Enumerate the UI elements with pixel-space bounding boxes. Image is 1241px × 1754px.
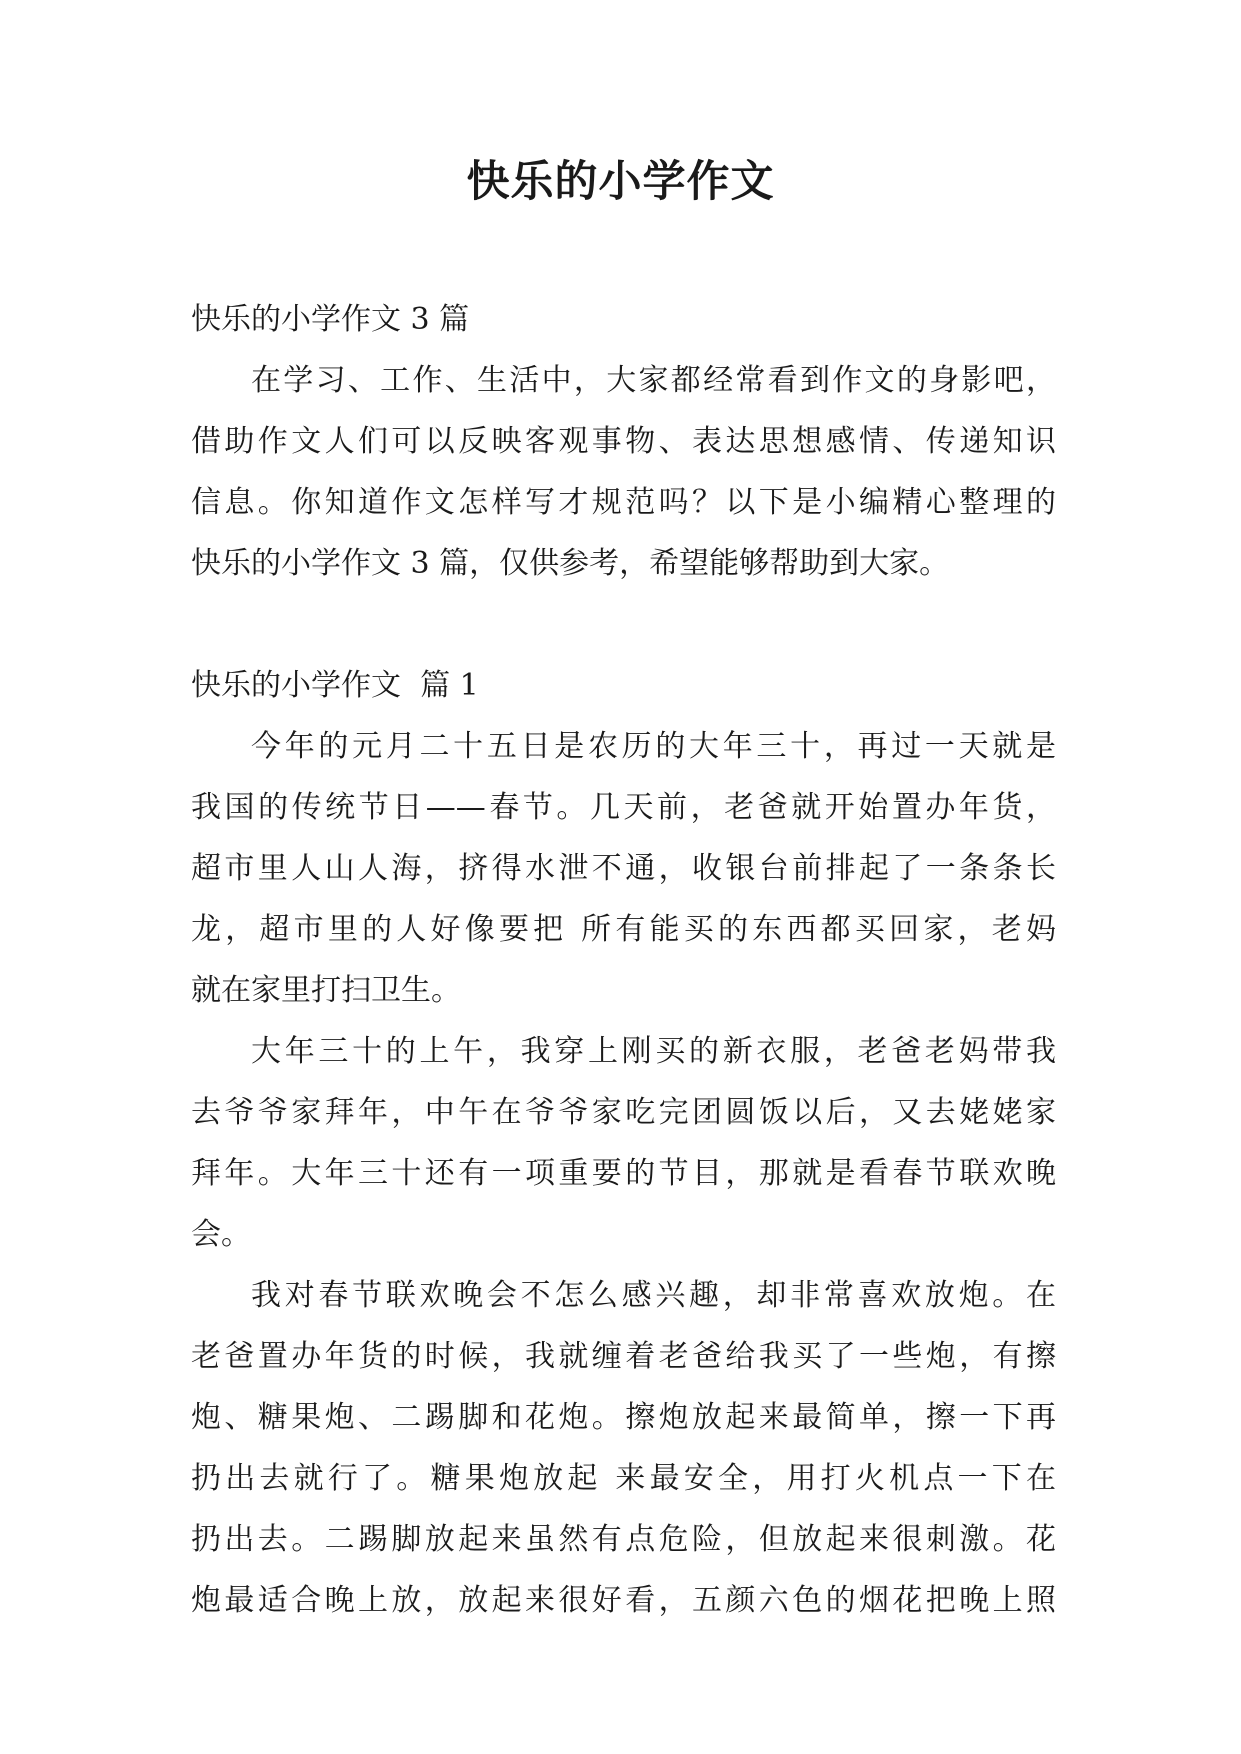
paragraph-line: 我对春节联欢晚会不怎么感兴趣，却非常喜欢放炮。在: [251, 1278, 1056, 1313]
paragraph-line: 快乐的小学作文 3 篇，仅供参考，希望能够帮助到大家。: [191, 546, 950, 581]
section-gap: [191, 594, 1056, 655]
document-body: [191, 289, 1056, 1631]
paragraph-line: 今年的元月二十五日是农历的大年三十，再过一天就是: [251, 729, 1056, 764]
paragraph-line: 炮、糖果炮、二踢脚和花炮。擦炮放起来最简单，擦一下再: [191, 1400, 1056, 1435]
section-heading: 快乐的小学作文 篇 1: [191, 668, 479, 703]
body-paragraph-2: [191, 1021, 1056, 1265]
paragraph-line: 会。: [191, 1217, 251, 1252]
paragraph-line: 龙，超市里的人好像要把 所有能买的东西都买回家，老妈: [191, 912, 1056, 947]
paragraph-line: 信息。你知道作文怎样写才规范吗？以下是小编精心整理的: [191, 485, 1056, 520]
intro-heading: 快乐的小学作文 3 篇: [191, 302, 470, 337]
paragraph-line: 拜年。大年三十还有一项重要的节目，那就是看春节联欢晚: [191, 1156, 1056, 1191]
paragraph-line: 扔出去就行了。糖果炮放起 来最安全，用打火机点一下在: [191, 1461, 1056, 1496]
document-title: 快乐的小学作文: [466, 157, 775, 207]
paragraph-line: 超市里人山人海，挤得水泄不通，收银台前排起了一条条长: [191, 851, 1056, 886]
paragraph-line: 炮最适合晚上放，放起来很好看，五颜六色的烟花把晚上照: [191, 1583, 1056, 1618]
intro-paragraph: [191, 350, 1056, 594]
paragraph-line: 借助作文人们可以反映客观事物、表达思想感情、传递知识: [191, 424, 1056, 459]
paragraph-line: 我国的传统节日——春节。几天前，老爸就开始置办年货，: [191, 790, 1056, 825]
paragraph-line: 扔出去。二踢脚放起来虽然有点危险，但放起来很刺激。花: [191, 1522, 1056, 1557]
paragraph-line: 老爸置办年货的时候，我就缠着老爸给我买了一些炮，有擦: [191, 1339, 1056, 1374]
paragraph-line: 去爷爷家拜年，中午在爷爷家吃完团圆饭以后，又去姥姥家: [191, 1095, 1056, 1130]
body-paragraph-1: [191, 716, 1056, 1021]
paragraph-line: 在学习、工作、生活中，大家都经常看到作文的身影吧，: [251, 363, 1056, 398]
paragraph-line: 就在家里打扫卫生。: [191, 973, 461, 1008]
body-paragraph-3: [191, 1265, 1056, 1631]
paragraph-line: 大年三十的上午，我穿上刚买的新衣服，老爸老妈带我: [251, 1034, 1056, 1069]
